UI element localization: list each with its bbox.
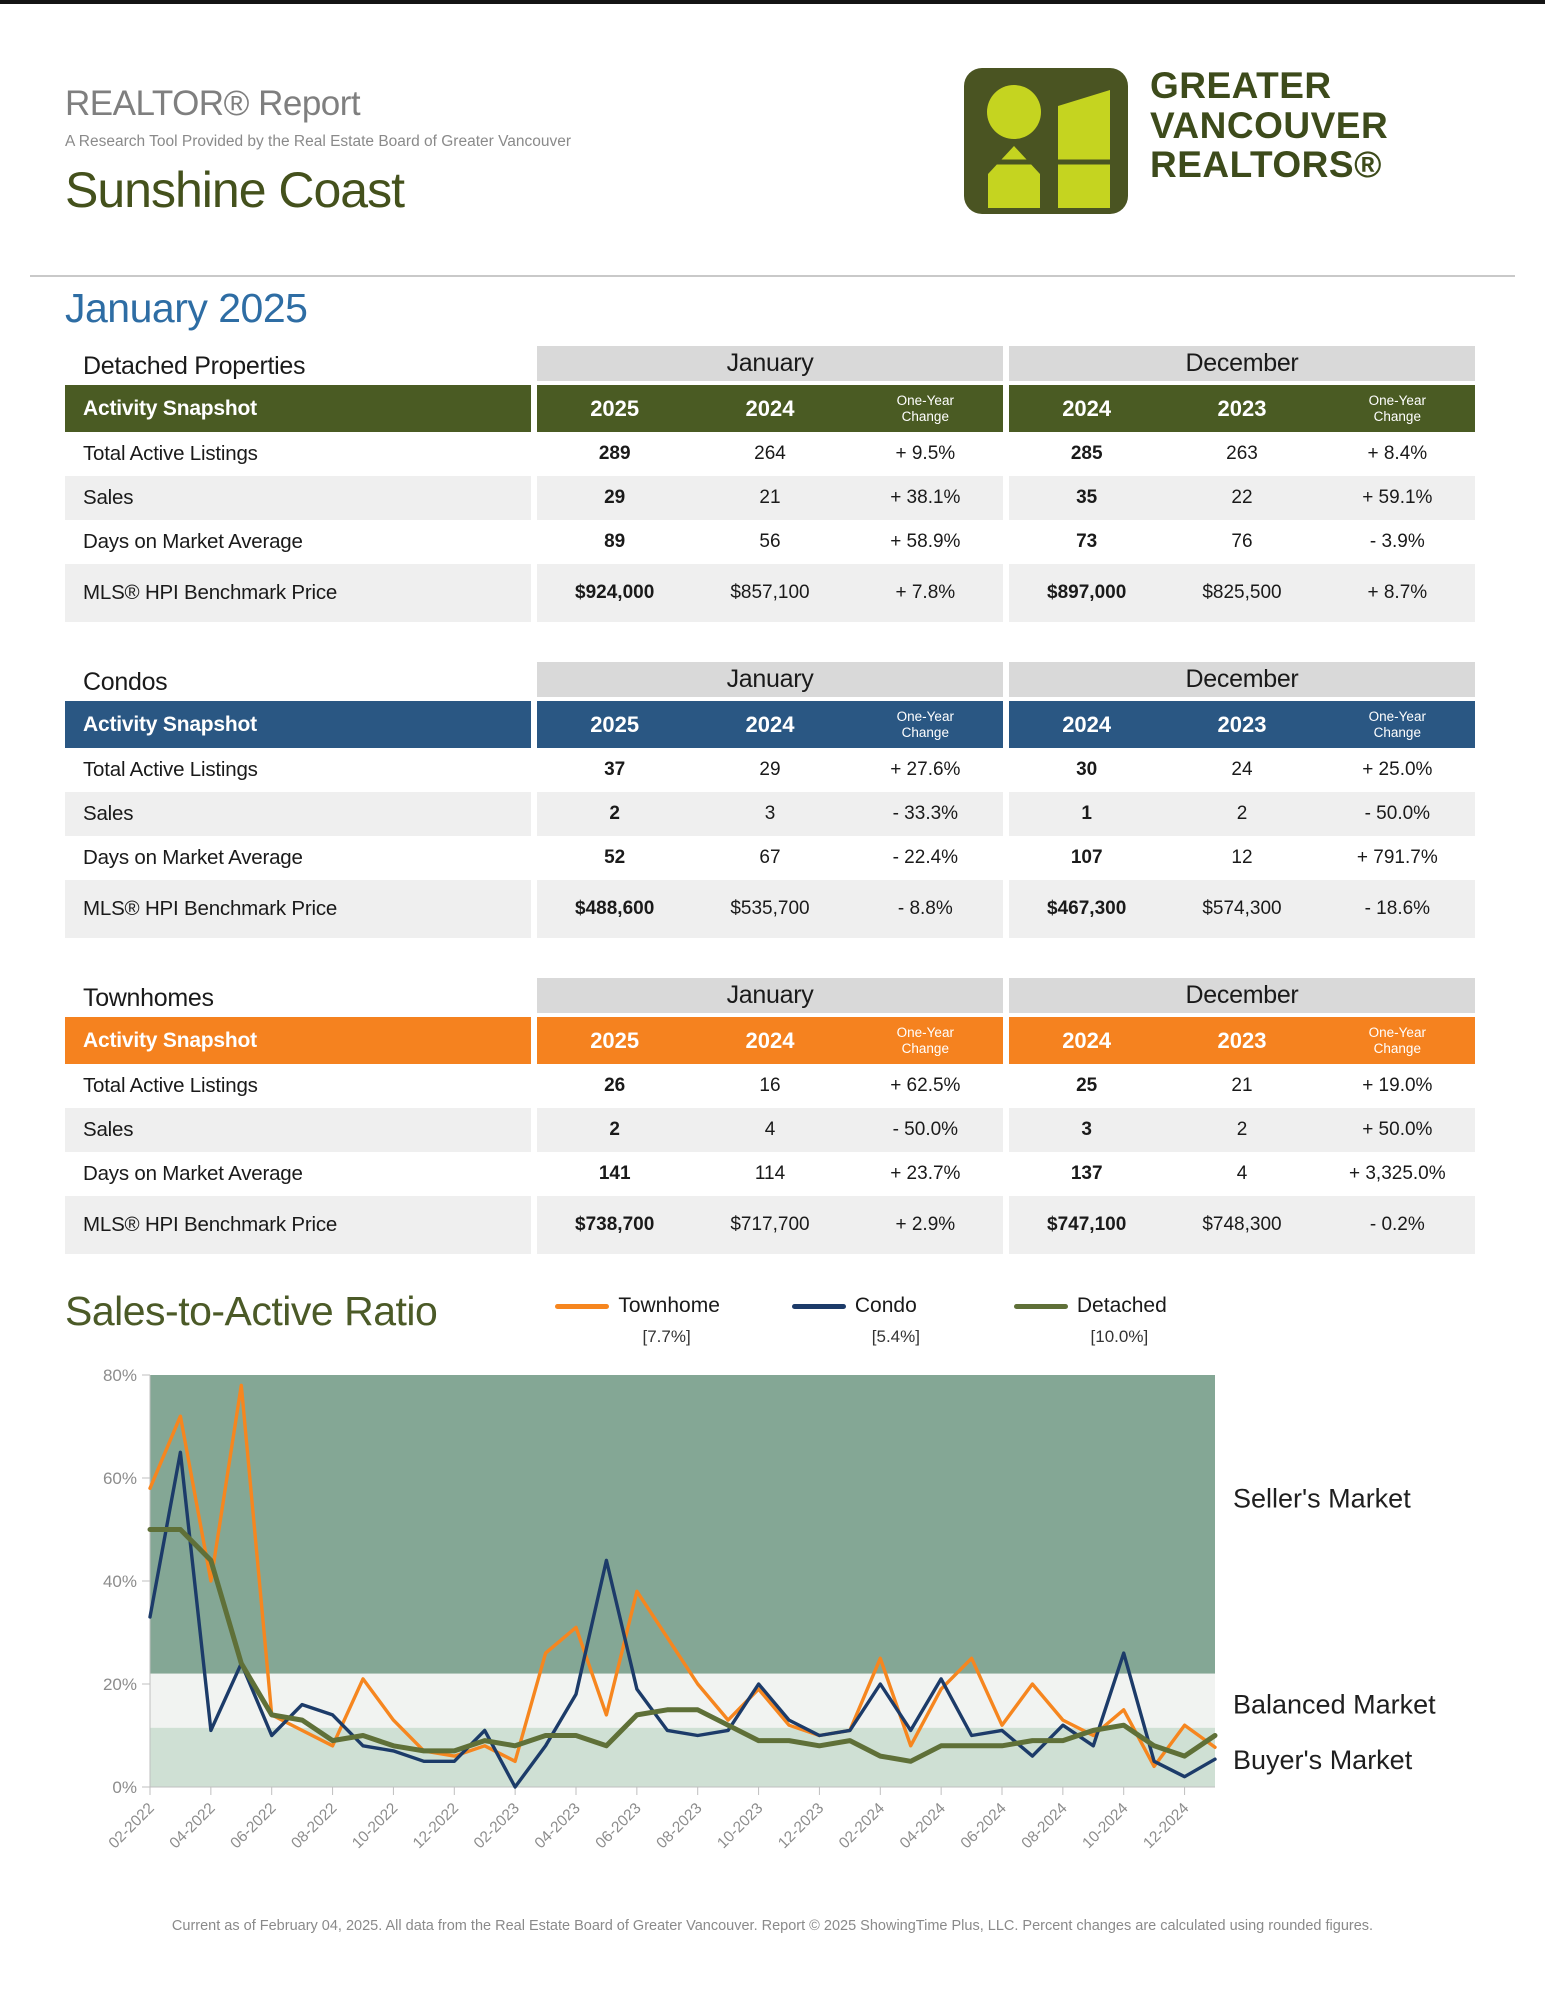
y-tick-label: 20% (102, 1675, 137, 1694)
cell-value: 2 (1236, 803, 1248, 824)
row-group-right (1009, 792, 1475, 836)
table-row (65, 880, 1475, 938)
header-group-right (1009, 385, 1475, 432)
cell-value: 1 (1081, 803, 1092, 824)
header-group-left (537, 1017, 1003, 1064)
cell-value: 3 (1081, 1119, 1092, 1140)
cell-value: + 62.5% (890, 1075, 961, 1096)
column-header: 2024 (745, 711, 795, 737)
row-group-right (1009, 1196, 1475, 1254)
row-label: Total Active Listings (83, 442, 258, 465)
cell-value: $857,100 (730, 582, 810, 603)
column-header: One-Year Change (896, 708, 954, 740)
row-group-left (537, 432, 1003, 476)
row-group-left (537, 836, 1003, 880)
column-header: One-Year Change (896, 392, 954, 424)
row-group-right (1009, 748, 1475, 792)
cell-value: - 50.0% (1364, 803, 1431, 824)
report-header (0, 4, 1545, 219)
report-subtitle: A Research Tool Provided by the Real Estate Board of Greater Vancouver (65, 133, 572, 150)
cell-value: 264 (754, 443, 786, 464)
balanced-market-label: Balanced Market (1233, 1689, 1436, 1720)
column-header: 2024 (1062, 395, 1112, 421)
table-row (65, 836, 1475, 880)
table-row (65, 476, 1475, 520)
cell-value: 285 (1070, 443, 1103, 464)
column-header: 2025 (590, 711, 640, 737)
report-title: REALTOR® Report (65, 84, 361, 123)
cell-value: 52 (604, 847, 626, 868)
y-tick-label: 40% (102, 1572, 137, 1591)
cell-value: 4 (764, 1119, 776, 1140)
cell-value: 107 (1070, 847, 1103, 868)
report-month-title: January 2025 (65, 285, 308, 331)
cell-value: 22 (1231, 487, 1253, 508)
column-header: One-Year Change (1368, 708, 1426, 740)
legend-item-condo (792, 1294, 942, 1347)
cell-value: - 50.0% (892, 1119, 959, 1140)
legend-label-condo: Condo (854, 1294, 917, 1317)
row-group-left (537, 1108, 1003, 1152)
table-row (65, 432, 1475, 476)
row-label: Days on Market Average (83, 846, 303, 869)
row-label: Total Active Listings (83, 758, 258, 781)
cell-value: 25 (1076, 1075, 1098, 1096)
cell-value: 30 (1076, 759, 1098, 780)
footer-note: Current as of February 04, 2025. All data from the Real Estate Board of Greater Vancouver. Report © 2025 ShowingTime Plus, LLC. Percent changes are calculated using rounded figures. (171, 1918, 1374, 1934)
cell-value: $747,100 (1047, 1214, 1127, 1235)
column-header: 2023 (1217, 1027, 1267, 1053)
gvr-logo-icon (962, 66, 1130, 221)
table-top-row (65, 978, 1475, 1013)
cell-value: 4 (1236, 1163, 1248, 1184)
column-header: 2023 (1217, 395, 1267, 421)
section-title: Detached Properties (83, 352, 306, 380)
detached-line-swatch (1014, 1304, 1068, 1309)
cell-value: 35 (1076, 487, 1098, 508)
row-group-right (1009, 432, 1475, 476)
x-tick-label: 08-2024 (1018, 1799, 1071, 1853)
balanced-market-band (150, 1674, 1215, 1728)
cell-value: $535,700 (730, 898, 810, 919)
cell-value: 56 (759, 531, 781, 552)
x-tick-label: 12-2022 (409, 1799, 463, 1853)
legend-label-townhome: Townhome (618, 1294, 720, 1317)
cell-value: - 22.4% (892, 847, 959, 868)
cell-value: 37 (604, 759, 626, 780)
table-top-row (65, 346, 1475, 381)
cell-value: 12 (1231, 847, 1253, 868)
header-group-right (1009, 1017, 1475, 1064)
row-group-left (537, 792, 1003, 836)
period-band-right: December (1009, 346, 1475, 381)
buyer-s-market-band (150, 1728, 1215, 1787)
section-title: Townhomes (83, 984, 214, 1012)
row-group-left (537, 564, 1003, 622)
seller-s-market-band (150, 1375, 1215, 1674)
y-tick-label: 60% (102, 1469, 137, 1488)
y-tick-label: 80% (102, 1366, 137, 1385)
period-band-right: December (1009, 978, 1475, 1013)
table-section-townhomes (65, 978, 1475, 1254)
cell-value: 67 (759, 847, 781, 868)
row-label: MLS® HPI Benchmark Price (65, 1196, 531, 1254)
row-group-right (1009, 476, 1475, 520)
row-label: Days on Market Average (83, 530, 303, 553)
tables-container (65, 346, 1475, 1254)
column-header: 2024 (1062, 711, 1112, 737)
x-tick-label: 06-2022 (227, 1799, 280, 1853)
cell-value: $467,300 (1047, 898, 1127, 919)
row-group-left (537, 520, 1003, 564)
column-header: 2024 (1062, 1027, 1112, 1053)
table-row (65, 748, 1475, 792)
cell-value: - 18.6% (1364, 898, 1431, 919)
buyer-s-market-label: Buyer's Market (1233, 1745, 1413, 1776)
row-group-right (1009, 564, 1475, 622)
section-title: Condos (83, 668, 168, 696)
cell-value: 29 (759, 759, 781, 780)
row-label: MLS® HPI Benchmark Price (65, 880, 531, 938)
townhome-line-swatch (555, 1304, 609, 1309)
cell-value: + 8.4% (1367, 443, 1428, 464)
cell-value: $924,000 (575, 582, 655, 603)
x-tick-label: 02-2022 (105, 1799, 158, 1853)
cell-value: $574,300 (1202, 898, 1282, 919)
period-band-left: January (537, 662, 1003, 697)
header-group-right (1009, 701, 1475, 748)
table-row (65, 792, 1475, 836)
header-group-left (537, 701, 1003, 748)
activity-snapshot-label: Activity Snapshot (65, 385, 531, 432)
activity-snapshot-label: Activity Snapshot (65, 701, 531, 748)
table-section-detached-properties (65, 346, 1475, 622)
table-row (65, 1152, 1475, 1196)
x-tick-label: 02-2024 (835, 1799, 889, 1853)
sales-ratio-chart-container (65, 1357, 1545, 1910)
cell-value: $748,300 (1202, 1214, 1282, 1235)
legend-item-townhome (555, 1294, 720, 1347)
column-header: 2025 (590, 395, 640, 421)
header-group-left (537, 385, 1003, 432)
gvr-logo (962, 66, 1388, 221)
column-header: 2024 (745, 1027, 795, 1053)
table-row (65, 1108, 1475, 1152)
cell-value: 289 (598, 443, 631, 464)
x-tick-label: 06-2023 (592, 1799, 645, 1853)
column-header: One-Year Change (896, 1024, 954, 1056)
cell-value: + 8.7% (1367, 582, 1428, 603)
chart-header (65, 1288, 1545, 1347)
column-header: 2023 (1217, 711, 1267, 737)
row-group-left (537, 1152, 1003, 1196)
seller-s-market-label: Seller's Market (1233, 1483, 1411, 1514)
cell-value: 21 (759, 487, 781, 508)
table-header-row (65, 1017, 1475, 1064)
gvr-logo-text (1150, 66, 1388, 185)
row-group-right (1009, 1152, 1475, 1196)
condo-line-swatch (792, 1304, 846, 1309)
cell-value: + 25.0% (1362, 759, 1433, 780)
table-header-row (65, 701, 1475, 748)
column-header: 2024 (745, 395, 795, 421)
row-label: Sales (65, 476, 531, 520)
cell-value: 73 (1076, 531, 1098, 552)
cell-value: - 33.3% (892, 803, 959, 824)
row-group-right (1009, 1064, 1475, 1108)
row-label: Total Active Listings (83, 1074, 258, 1097)
cell-value: + 7.8% (895, 582, 956, 603)
cell-value: + 59.1% (1362, 487, 1433, 508)
row-group-left (537, 748, 1003, 792)
cell-value: 2 (1236, 1119, 1248, 1140)
x-tick-label: 08-2023 (653, 1799, 706, 1853)
y-tick-label: 0% (112, 1778, 137, 1797)
table-section-condos (65, 662, 1475, 938)
row-group-left (537, 476, 1003, 520)
row-group-right (1009, 1108, 1475, 1152)
cell-value: 141 (598, 1163, 631, 1184)
chart-legend (555, 1294, 1166, 1347)
cell-value: + 58.9% (890, 531, 961, 552)
cell-value: 89 (604, 531, 626, 552)
column-header: 2025 (590, 1027, 640, 1053)
x-tick-label: 12-2024 (1140, 1799, 1193, 1853)
column-header: One-Year Change (1368, 1024, 1426, 1056)
x-tick-label: 08-2022 (288, 1799, 341, 1853)
x-tick-label: 06-2024 (957, 1799, 1010, 1853)
cell-value: 16 (759, 1075, 781, 1096)
cell-value: + 2.9% (895, 1214, 956, 1235)
period-band-right: December (1009, 662, 1475, 697)
sales-to-active-ratio-chart (65, 1357, 1480, 1905)
row-group-left (537, 880, 1003, 938)
table-header-row (65, 385, 1475, 432)
row-group-left (537, 1064, 1003, 1108)
table-row (65, 520, 1475, 564)
activity-snapshot-label: Activity Snapshot (65, 1017, 531, 1064)
table-row (65, 564, 1475, 622)
x-tick-label: 10-2024 (1079, 1799, 1132, 1853)
cell-value: 76 (1231, 531, 1253, 552)
x-tick-label: 02-2023 (470, 1799, 523, 1853)
row-group-right (1009, 520, 1475, 564)
cell-value: 2 (609, 1119, 620, 1140)
cell-value: + 19.0% (1362, 1075, 1433, 1096)
header-divider (30, 275, 1515, 277)
cell-value: + 791.7% (1356, 847, 1438, 868)
cell-value: 3 (764, 803, 776, 824)
cell-value: $825,500 (1202, 582, 1282, 603)
page-title: Sunshine Coast (65, 162, 405, 218)
cell-value: 137 (1070, 1163, 1103, 1184)
cell-value: + 38.1% (890, 487, 961, 508)
cell-value: - 3.9% (1369, 531, 1425, 552)
gvr-logo-line2: VANCOUVER (1150, 104, 1389, 146)
row-label: Sales (65, 792, 531, 836)
row-label: Days on Market Average (83, 1162, 303, 1185)
gvr-logo-line3: REALTORS® (1150, 144, 1382, 186)
row-label: Sales (65, 1108, 531, 1152)
cell-value: + 27.6% (890, 759, 961, 780)
x-tick-label: 10-2023 (714, 1799, 767, 1853)
gvr-logo-line1: GREATER (1150, 65, 1332, 106)
cell-value: + 9.5% (895, 443, 956, 464)
x-tick-label: 04-2022 (166, 1799, 219, 1853)
chart-title: Sales-to-Active Ratio (65, 1288, 438, 1334)
cell-value: 2 (609, 803, 620, 824)
legend-label-detached: Detached (1076, 1294, 1167, 1317)
x-tick-label: 12-2023 (775, 1799, 828, 1853)
legend-item-detached (1014, 1294, 1167, 1347)
cell-value: - 8.8% (897, 898, 953, 919)
cell-value: 114 (754, 1163, 786, 1184)
period-band-left: January (537, 346, 1003, 381)
cell-value: - 0.2% (1369, 1214, 1425, 1235)
row-group-right (1009, 836, 1475, 880)
cell-value: $897,000 (1047, 582, 1127, 603)
cell-value: 29 (604, 487, 626, 508)
row-group-right (1009, 880, 1475, 938)
table-top-row (65, 662, 1475, 697)
legend-value-condo: [5.4%] (871, 1327, 920, 1346)
cell-value: + 23.7% (890, 1163, 961, 1184)
legend-value-townhome: [7.7%] (642, 1327, 691, 1346)
cell-value: + 3,325.0% (1348, 1163, 1446, 1184)
cell-value: 24 (1231, 759, 1253, 780)
x-tick-label: 04-2023 (531, 1799, 584, 1853)
cell-value: 26 (604, 1075, 626, 1096)
x-tick-label: 04-2024 (896, 1799, 949, 1853)
cell-value: $488,600 (575, 898, 655, 919)
column-header: One-Year Change (1368, 392, 1426, 424)
cell-value: $738,700 (575, 1214, 655, 1235)
table-row (65, 1064, 1475, 1108)
row-label: MLS® HPI Benchmark Price (65, 564, 531, 622)
legend-value-detached: [10.0%] (1090, 1327, 1149, 1346)
x-tick-label: 10-2022 (349, 1799, 402, 1853)
table-row (65, 1196, 1475, 1254)
cell-value: $717,700 (730, 1214, 810, 1235)
period-band-left: January (537, 978, 1003, 1013)
row-group-left (537, 1196, 1003, 1254)
cell-value: + 50.0% (1362, 1119, 1433, 1140)
cell-value: 21 (1231, 1075, 1253, 1096)
cell-value: 263 (1226, 443, 1258, 464)
